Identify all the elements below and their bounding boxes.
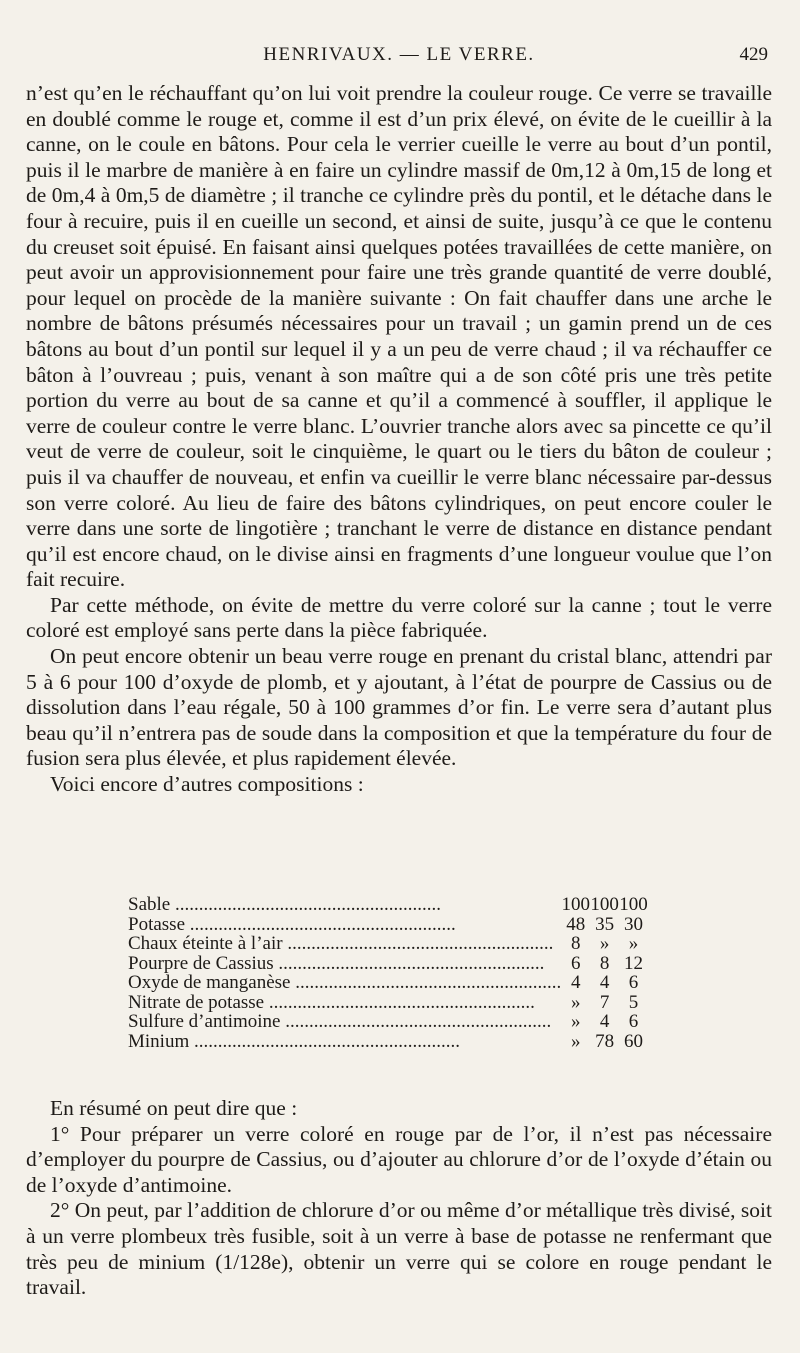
running-title: HENRIVAUX. — LE VERRE. [263,44,535,65]
table-row [128,934,648,954]
value-cell: 6 [628,972,639,994]
ingredient-label: Potasse ..... [128,915,561,935]
ingredient-label: Pourpre de Cassius ..... [128,954,561,974]
value-cell: 100 [619,894,648,916]
value-cell: 4 [599,972,610,994]
ingredient-label: Oxyde de manganèse ..... [128,973,561,993]
summary-section [26,1096,772,1301]
summary-intro: En résumé on peut dire que : [50,1096,298,1120]
table-row [128,895,648,915]
value-cell: 30 [624,913,644,935]
value-cell: 6 [570,952,581,974]
value-cell: 7 [599,991,610,1013]
page-number: 429 [739,44,768,65]
table-row [128,954,648,974]
ingredient-label: Chaux éteinte à l’air ..... [128,934,561,954]
summary-point-2: 2° On peut, par l’addition de chlorure d’or ou même d’or métallique très divisé, soit à un verre plombeux très fusible, soit à un verre à base de potasse ne renfermant que très peu de minium (1/128e), obtenir un verre qui se colore en rouge pendant le travail. [26,1198,772,1300]
value-cell: 78 [595,1030,615,1052]
value-cell: 4 [599,1011,610,1033]
summary-point-1: 1° Pour préparer un verre coloré en rouge par de l’or, il n’est pas nécessaire d’employer du pourpre de Cassius, ou d’ajouter au chlorure d’or de l’oxyde d’étain ou de l’oxyde d’antimoine. [26,1121,772,1197]
value-cell: 4 [570,972,581,994]
body-text [26,81,772,798]
ingredient-label: Sulfure d’antimoine ..... [128,1012,561,1032]
composition-table [128,895,648,1051]
value-cell: » [628,933,639,955]
value-cell: 12 [624,952,644,974]
value-cell: 100 [561,894,590,916]
page-header [26,44,772,70]
value-cell: » [570,991,581,1013]
paragraph-compositions-intro: Voici encore d’autres compositions : [50,772,364,797]
value-cell: 60 [624,1030,644,1052]
table-row [128,993,648,1013]
table-row [128,973,648,993]
value-cell: » [599,933,610,955]
value-cell: 5 [628,991,639,1013]
value-cell: 6 [628,1011,639,1033]
value-cell: 35 [595,913,615,935]
value-cell: 48 [566,913,586,935]
ingredient-label: Minium ..... [128,1032,561,1052]
value-cell: 8 [570,933,581,955]
ingredient-label: Sable ..... [128,895,561,915]
paragraph-red-glass: On peut encore obtenir un beau verre rouge en prenant du cristal blanc, attendri par 5 à 6 pour 100 d’oxyde de plomb, et y ajoutant, à l’état de pourpre de Cassius ou de dissolution dans l’eau régale, 50 à 100 grammes d’or fin. Le verre sera d’autant plus beau qu’il n’entrera pas de soude dans la composition et que la température du four de fusion sera plus élevée, et plus rapidement élevée. [26,644,772,771]
value-cell: 8 [599,952,610,974]
value-cell: 100 [590,894,619,916]
paragraph-method: Par cette méthode, on évite de mettre du verre coloré sur la canne ; tout le verre coloré est employé sans perte dans la pièce fabriquée. [26,592,772,643]
table-row [128,1032,648,1052]
table-row [128,1012,648,1032]
value-cell: » [570,1030,581,1052]
table-row [128,915,648,935]
ingredient-label: Nitrate de potasse ..... [128,993,561,1013]
value-cell: » [570,1011,581,1033]
paragraph-continuation: n’est qu’en le réchauffant qu’on lui voit prendre la couleur rouge. Ce verre se travaille en doublé comme le rouge et, comme il est d’un prix élevé, on évite de le cueillir à la canne, on le coule en bâtons. Pour cela le verrier cueille le verre au bout d’un pontil, puis il le marbre de manière à en faire un cylindre massif de 0m,12 à 0m,15 de long et de 0m,4 à 0m,5 de diamètre ; il tranche ce cylindre près du pontil, et le détache dans le four à recuire, puis il en cueille un second, et ainsi de suite, jusqu’à ce que le contenu du creuset soit épuisé. En faisant ainsi quelques potées travaillées de cette manière, on peut avoir un approvisionnement pour faire une très grande quantité de verre doublé, pour lequel on procède de la manière suivante : On fait chauffer dans une arche le nombre de bâtons présumés nécessaires pour un travail ; un gamin prend un de ces bâtons au bout d’un pontil sur lequel il y a un peu de verre chaud ; il va réchauffer ce bâton à l’ouvreau ; puis, venant à son maître qui a de son côté pris une très petite portion du verre au bout de sa canne et qu’il a commencé à souffler, il applique le verre de couleur contre le verre blanc. L’ouvrier tranche alors avec sa pincette ce qu’il veut de verre de couleur, soit le cinquième, le quart ou le tiers du bâton de couleur ; puis il va chauffer de nouveau, et enfin va cueillir le verre blanc nécessaire par-dessus son verre coloré. Au lieu de faire des bâtons cylindriques, on peut encore couler le verre dans une sorte de lingotière ; tranchant le verre de distance en distance pendant qu’il est encore chaud, on le divise ainsi en fragments d’une longueur voulue que l’on fait recuire. [26,81,772,592]
